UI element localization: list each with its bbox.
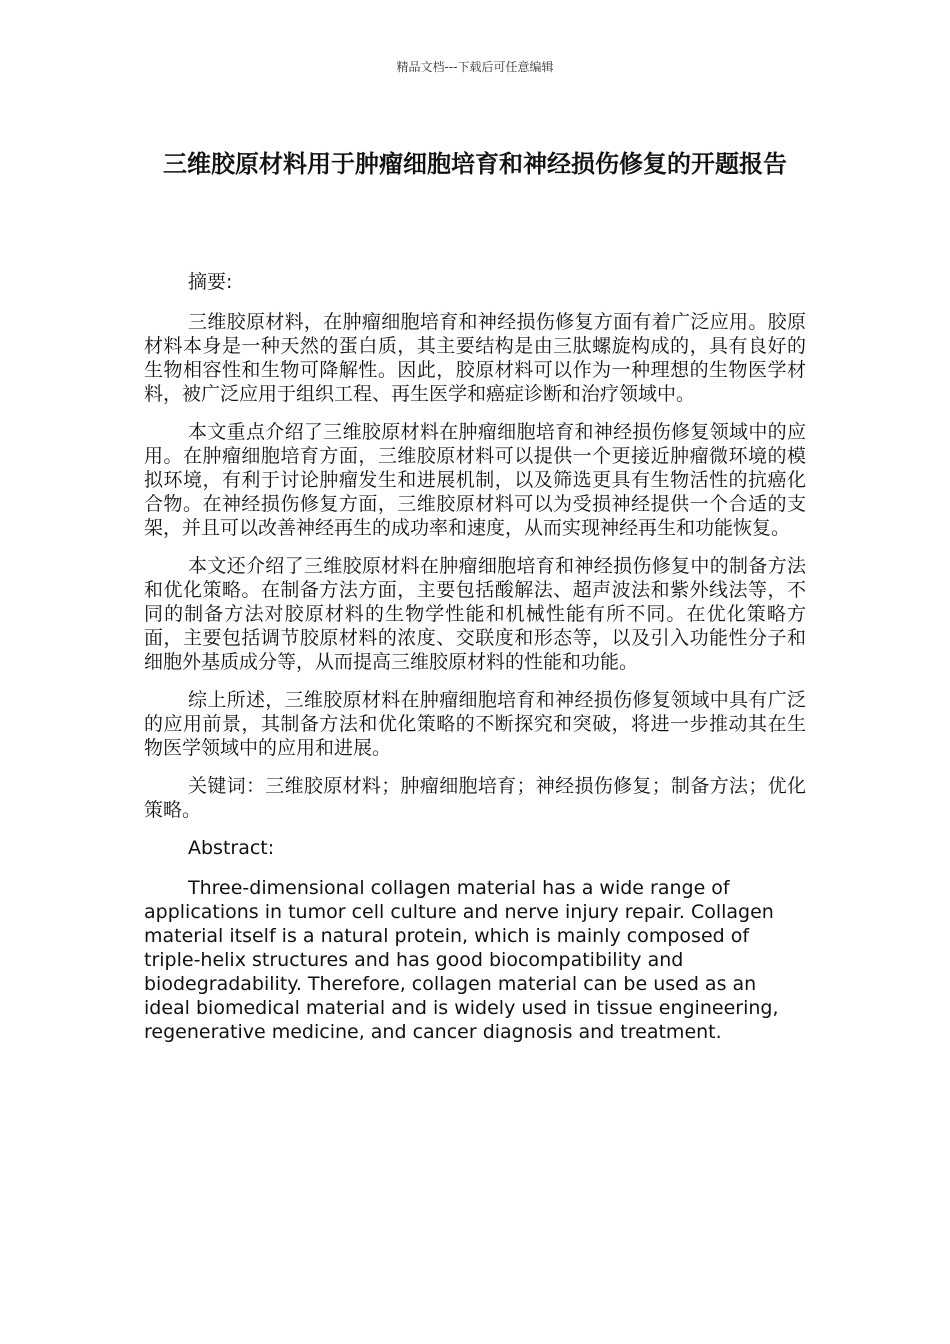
abstract-cn-paragraph-1: 三维胶原材料，在肿瘤细胞培育和神经损伤修复方面有着广泛应用。胶原材料本身是一种天然的蛋白质，其主要结构是由三肽螺旋构成的，具有良好的生物相容性和生物可降解性。因此，胶原材料可以作为一种理想的生物医学材料，被广泛应用于组织工程、再生医学和癌症诊断和治疗领域中。 <box>144 311 806 405</box>
abstract-cn-label: 摘要: <box>188 271 233 293</box>
abstract-en-label: Abstract: <box>188 837 275 859</box>
keywords-cn: 关键词：三维胶原材料；肿瘤细胞培育；神经损伤修复；制备方法；优化策略。 <box>144 775 806 821</box>
header-note: 精品文档---下载后可任意编辑 <box>396 60 554 74</box>
abstract-cn-paragraph-4: 综上所述，三维胶原材料在肿瘤细胞培育和神经损伤修复领域中具有广泛的应用前景，其制备方法和优化策略的不断探究和突破，将进一步推动其在生物医学领域中的应用和进展。 <box>144 689 806 759</box>
abstract-cn-paragraph-2: 本文重点介绍了三维胶原材料在肿瘤细胞培育和神经损伤修复领域中的应用。在肿瘤细胞培育方面，三维胶原材料可以提供一个更接近肿瘤微环境的模拟环境，有利于讨论肿瘤发生和进展机制，以及筛选更具有生物活性的抗癌化合物。在神经损伤修复方面，三维胶原材料可以为受损神经提供一个合适的支架，并且可以改善神经再生的成功率和速度，从而实现神经再生和功能恢复。 <box>144 421 806 539</box>
abstract-en-paragraph-1: Three-dimensional collagen material has a wide range of applications in tumor cell culture and nerve injury repair. Collagen material itself is a natural protein, which is mainly composed of triple-helix structures and has good biocompatibility and biodegradability. Therefore, collagen material can be used as an ideal biomedical material and is widely used in tissue engineering, regenerative medicine, and cancer diagnosis and treatment. <box>144 877 779 1043</box>
document-body <box>144 270 806 1058</box>
abstract-cn-paragraph-3: 本文还介绍了三维胶原材料在肿瘤细胞培育和神经损伤修复中的制备方法和优化策略。在制备方法方面，主要包括酸解法、超声波法和紫外线法等，不同的制备方法对胶原材料的生物学性能和机械性能有所不同。在优化策略方面，主要包括调节胶原材料的浓度、交联度和形态等，以及引入功能性分子和细胞外基质成分等，从而提高三维胶原材料的性能和功能。 <box>144 555 806 673</box>
document-title: 三维胶原材料用于肿瘤细胞培育和神经损伤修复的开题报告 <box>163 150 787 178</box>
